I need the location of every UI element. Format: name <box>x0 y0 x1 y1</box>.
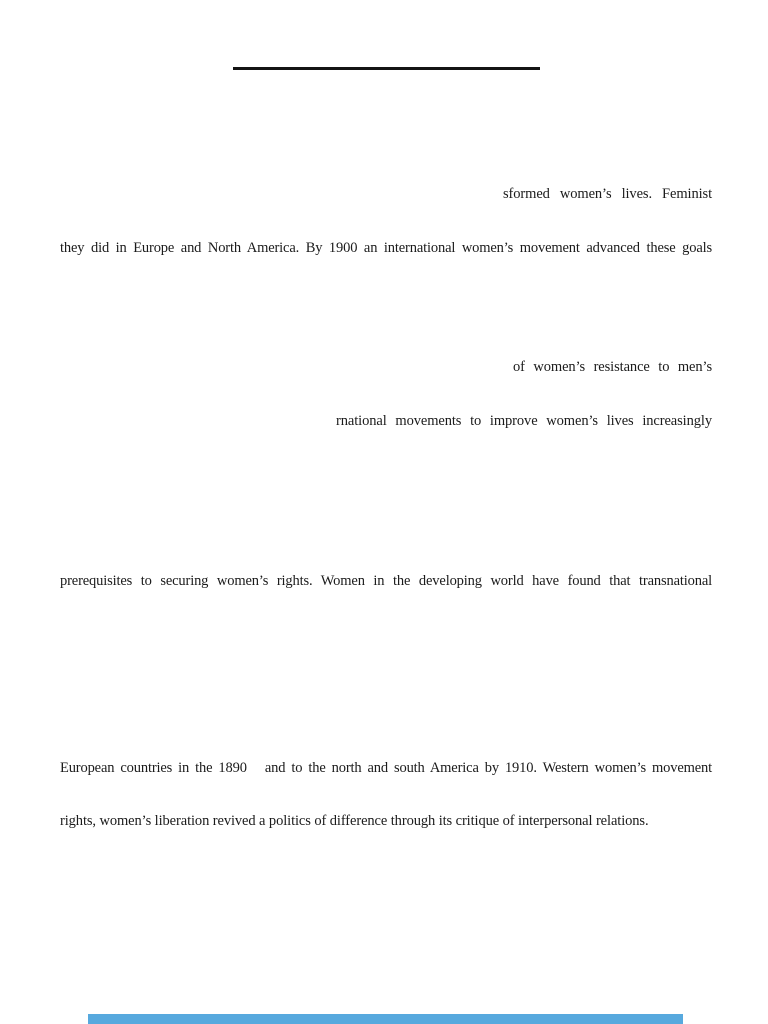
document-text-line: European countries in the 1890 and to the north and south America by 1910. Western women’s movement <box>60 760 712 776</box>
scroll-progress-bar[interactable] <box>88 1014 683 1024</box>
title-underline-rule <box>233 67 540 70</box>
document-text-line: they did in Europe and North America. By 1900 an international women’s movement advanced these goals <box>60 240 712 256</box>
document-text-line: of women’s resistance to men’s <box>513 359 712 375</box>
document-text-line: rights, women’s liberation revived a politics of difference through its critique of interpersonal relations. <box>60 813 649 829</box>
document-text-line: sformed women’s lives. Feminist <box>503 186 712 202</box>
document-text-line: prerequisites to securing women’s rights. Women in the developing world have found that transnational <box>60 573 712 589</box>
document-text-line: rnational movements to improve women’s lives increasingly <box>336 413 712 429</box>
